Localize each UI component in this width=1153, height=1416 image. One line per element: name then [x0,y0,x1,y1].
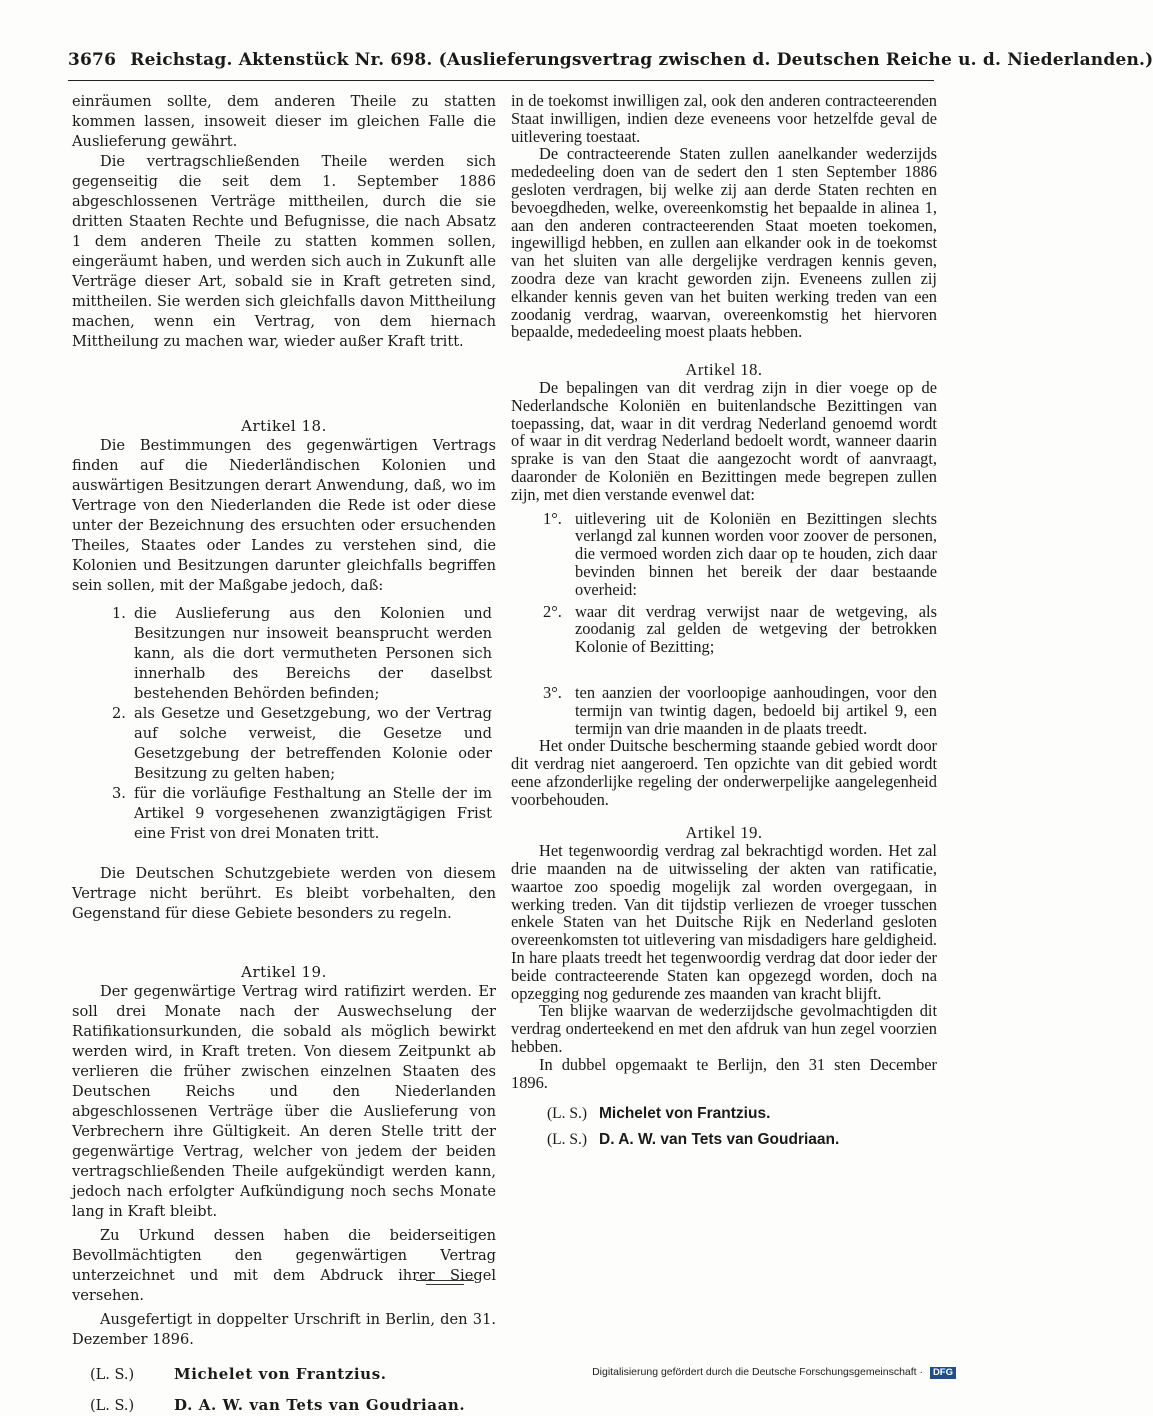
signature-line [72,1364,496,1385]
end-rule [426,1284,464,1285]
paragraph: In dubbel opgemaakt te Berlijn, den 31 sten December 1896. [511,1054,937,1092]
signatory-name: Michelet von Frantzius. [174,1365,387,1383]
seal-mark: (L. S.) [547,1105,588,1123]
digitization-credit [592,1366,956,1379]
header-rule [68,80,934,81]
paragraph: Zu Urkund dessen haben die beiderseitigen Bevollmächtigten den gegenwärtigen Vertrag unterzeichnet und mit dem Abdruck ihrer Siegel versehen. [72,1227,496,1304]
seal-mark: (L. S.) [90,1367,135,1383]
paragraph: Het tegenwoordig verdrag zal bekrachtigd worden. Het zal drie maanden na de uitwisseling der akten van ratificatie, waartoe zoo spoedig mogelijk zal worden overgegaan, in werking treden. Van dit tijdstip verliezen de vroeger tusschen enkele Staten van het Duitsche Rijk en Nederland gesloten overeenkomsten tot uitlevering van misdadigers hare geldigheid. In hare plaats treedt het tegenwoordig verdrag dat door ieder der beide contracteerende Staten kan opgezegd worden, doch na opzegging nog gedurende zes maanden van kracht blijft. [511,841,937,1003]
page-header-title: Reichstag. Aktenstück Nr. 698. (Auslieferungsvertrag zwischen d. Deutschen Reiche u. d. Niederlanden.) [130,50,1153,70]
list-number: 3. [112,785,126,802]
list-text: ten aanzien der voorloopige aanhoudingen, voor den termijn van twintig dagen, bedoeld bij artikel 9, een termijn van drie maanden in de plaats treedt. [575,682,937,738]
list-number: 2°. [543,601,562,621]
list-text: als Gesetze und Gesetzgebung, wo der Vertrag auf solche verweist, die Gesetze und Gesetzgebung der betreffenden Kolonie oder Besitzung zu gelten haben; [134,705,492,782]
credit-text: Digitalisierung gefördert durch die Deutsche Forschungsgemeinschaft · [592,1366,924,1378]
paragraph: Der gegenwärtige Vertrag wird ratifizirt werden. Er soll drei Monate nach der Auswechselung der Ratifikationsurkunden, die sobald als möglich bewirkt werden wird, in Kraft treten. Von diesem Zeitpunkt ab verlieren die früher zwischen einzelnen Staaten des Deutschen Reichs und den Niederlanden abgeschlossenen Verträge über die Auslieferung von Verbrechern ihre Gültigkeit. An deren Stelle tritt der gegenwärtige Vertrag, welcher von jedem der beiden vertragschließenden Theile aufgekündigt werden kann, jedoch nach erfolgter Aufkündigung noch sechs Monate lang in Kraft bleibt. [72,983,496,1220]
paragraph: Ausgefertigt in doppelter Urschrift in Berlin, den 31. Dezember 1896. [72,1311,496,1348]
list-number: 2. [112,705,126,722]
list-item [72,604,496,704]
dutch-column [511,92,937,1149]
article-heading: Artikel 19. [241,963,327,981]
signatory-name: D. A. W. van Tets van Goudriaan. [174,1396,466,1414]
article-heading: Artikel 19. [685,823,763,843]
signature-line [72,1395,496,1416]
list-text: die Auslieferung aus den Kolonien und Besitzungen nur insoweit beansprucht werden kann, als die dort vermutheten Personen sich innerhalb des Bereichs der daselbst bestehenden Behörden befinden; [134,605,492,702]
dfg-logo-icon: DFG [930,1367,956,1379]
list-number: 1°. [543,508,562,528]
paragraph: einräumen sollte, dem anderen Theile zu statten kommen lassen, insoweit dieser im gleichen Falle die Auslieferung gewährt. [72,93,496,150]
seal-mark: (L. S.) [547,1131,588,1149]
signature-line [511,1105,937,1123]
article-heading: Artikel 18. [241,417,327,435]
seal-mark: (L. S.) [90,1398,135,1414]
list-item [72,784,496,844]
page-header [68,50,1153,78]
german-column [72,92,496,1416]
paragraph: Die Bestimmungen des gegenwärtigen Vertrags finden auf die Niederländischen Kolonien und auswärtigen Besitzungen derart Anwendung, daß, wo im Vertrage von den Niederlanden die Rede ist oder diese unter der Bezeichnung des ersuchten oder ersuchenden Theiles, Staates oder Landes zu verstehen sind, die Kolonien und Besitzungen darunter gleichfalls begriffen sein sollen, mit der Maßgabe jedoch, daß: [72,437,496,594]
paragraph: Het onder Duitsche bescherming staande gebied wordt door dit verdrag niet aangeroerd. Ten opzichte van dit gebied wordt eene afzonderlijke regeling der onderwerpelijke aangelegenheid voorbehouden. [511,736,937,809]
paragraph: in de toekomst inwilligen zal, ook den anderen contracteerenden Staat inwilligen, indien deze eveneens voor hetzelfde geval de uitlevering toestaat. [511,91,937,146]
list-item [511,510,937,599]
list-item [511,603,937,656]
signatory-name: D. A. W. van Tets van Goudriaan. [599,1131,840,1149]
paragraph: Die vertragschließenden Theile werden sich gegenseitig die seit dem 1. September 1886 abgeschlossenen Verträge mittheilen, durch die sie dritten Staaten Rechte und Befugnisse, die nach Absatz 1 dem anderen Theile zu statten kommen sollen, eingeräumt haben, und werden sich auch in Zukunft alle Verträge dieser Art, sobald sie in Kraft getreten sind, mittheilen. Sie werden sich gleichfalls davon Mittheilung machen, wenn ein Vertrag, von dem hiernach Mittheilung zu machen war, wieder außer Kraft tritt. [72,153,496,350]
list-number: 1. [112,605,126,622]
list-item [72,704,496,784]
signatory-name: Michelet von Frantzius. [599,1105,771,1123]
paragraph: De contracteerende Staten zullen aanelkander wederzijds mededeeling doen van de sedert den 1 sten September 1886 gesloten verdragen, bij welke zij aan derde Staten rechten en bevoegdheden, welke, overeenkomstig het bepaalde in alinea 1, aan den anderen contracteerenden Staat moeten toekomen, ingewilligd hebben, en zullen aan elkander ook in de toekomst van het sluiten van alle dergelijke verdragen kennis geven, zoodra deze van kracht geworden zijn. Eveneens zullen zij elkander kennis geven van het buiten werking treden van een zoodanig verdrag, waarvan, overeenkomstig het hiervoren bepaalde, mededeeling moest plaats hebben. [511,144,937,342]
list-text: uitlevering uit de Koloniën en Bezittingen slechts verlangd zal kunnen worden voor zoover de personen, die vermoed worden zich daar op te houden, zich daar bevinden binnen het bereik der daar bestaande overheid: [575,508,937,599]
list-item [511,684,937,737]
paragraph: De bepalingen van dit verdrag zijn in dier voege op de Nederlandsche Koloniën en buitenlandsche Bezittingen van toepassing, dat, waar in dit verdrag Nederland genoemd wordt of waar in dit verdrag Nederland bedoelt wordt, wanneer daarin sprake is van den Staat die aangezocht wordt of aanvraagt, daaronder de Koloniën en Bezittingen mede begrepen zullen zijn, met dien verstande evenwel dat: [511,377,937,504]
end-rule [416,1280,474,1281]
paragraph: Die Deutschen Schutzgebiete werden von diesem Vertrage nicht berührt. Es bleibt vorbehalten, den Gegenstand für diese Gebiete besonders zu regeln. [72,865,496,922]
list-number: 3°. [543,682,562,702]
article-heading: Artikel 18. [685,360,763,380]
signature-line [511,1131,937,1149]
paragraph: Ten blijke waarvan de wederzijdsche gevolmachtigden dit verdrag onderteekend en met den afdruk van hun zegel voorzien hebben. [511,1001,937,1057]
list-text: für die vorläufige Festhaltung an Stelle der im Artikel 9 vorgesehenen zwanzigtägigen Frist eine Frist von drei Monaten tritt. [134,785,492,842]
page-number: 3676 [68,50,117,70]
list-text: waar dit verdrag verwijst naar de wetgeving, als zoodanig zal gelden de wetgeving der betrokken Kolonie of Bezitting; [575,601,937,657]
